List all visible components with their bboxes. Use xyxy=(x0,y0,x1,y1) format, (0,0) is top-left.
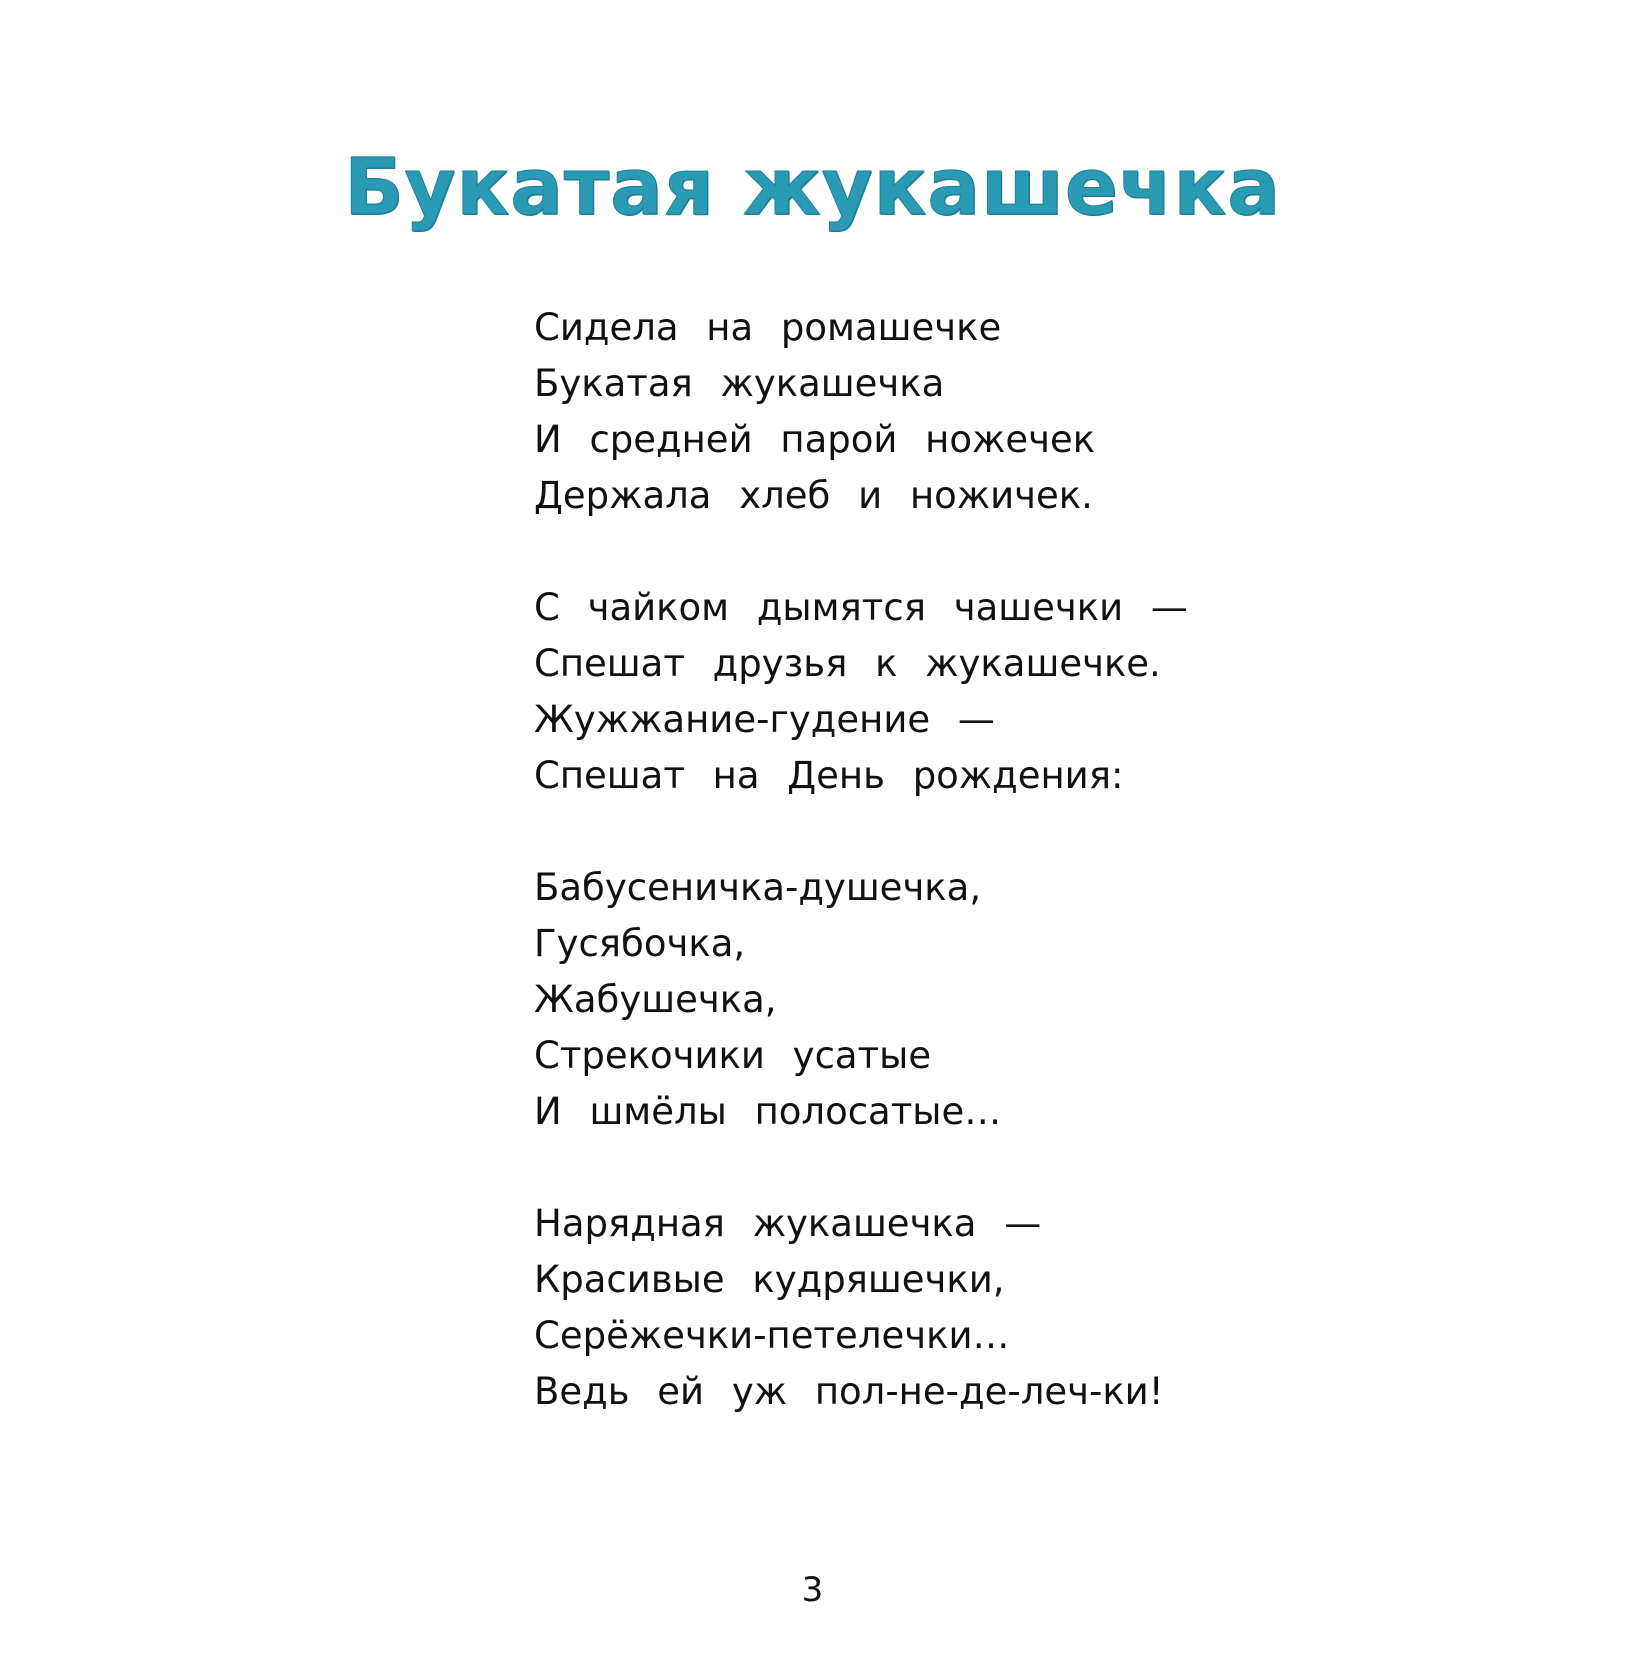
poem-line: И средней парой ножечек xyxy=(534,418,1096,461)
poem-line: Бабусеничка-душечка, xyxy=(534,866,982,909)
poem-line: И шмёлы полосатые… xyxy=(534,1090,1002,1133)
stanza-4 xyxy=(534,1196,1534,1420)
poem-line: Нарядная жукашечка — xyxy=(534,1202,1042,1245)
poem-line: Красивые кудряшечки, xyxy=(534,1258,1005,1301)
poem-line: Держала хлеб и ножичек. xyxy=(534,474,1093,517)
poem-line: Жужжание-гудение — xyxy=(534,698,995,741)
poem-line: Гусябочка, xyxy=(534,922,746,965)
stanza-1 xyxy=(534,300,1534,524)
poem-line: Жабушечка, xyxy=(534,978,777,1021)
stanza-2 xyxy=(534,580,1534,804)
poem-line: Стрекочики усатые xyxy=(534,1034,932,1077)
page-number: 3 xyxy=(801,1570,824,1610)
poem-line: Сидела на ромашечке xyxy=(534,306,1002,349)
poem-line: Серёжечки-петелечки… xyxy=(534,1314,1010,1357)
poem-line: Букатая жукашечка xyxy=(534,362,945,405)
poem-title: Букатая жукашечка xyxy=(344,143,1281,233)
poem-body xyxy=(534,300,1534,1476)
stanza-3 xyxy=(534,860,1534,1140)
poem-line: Спешат друзья к жукашечке. xyxy=(534,642,1161,685)
poem-line: Спешат на День рождения: xyxy=(534,754,1124,797)
poem-line: С чайком дымятся чашечки — xyxy=(534,586,1188,629)
poem-line: Ведь ей уж пол-не-де-леч-ки! xyxy=(534,1370,1164,1413)
